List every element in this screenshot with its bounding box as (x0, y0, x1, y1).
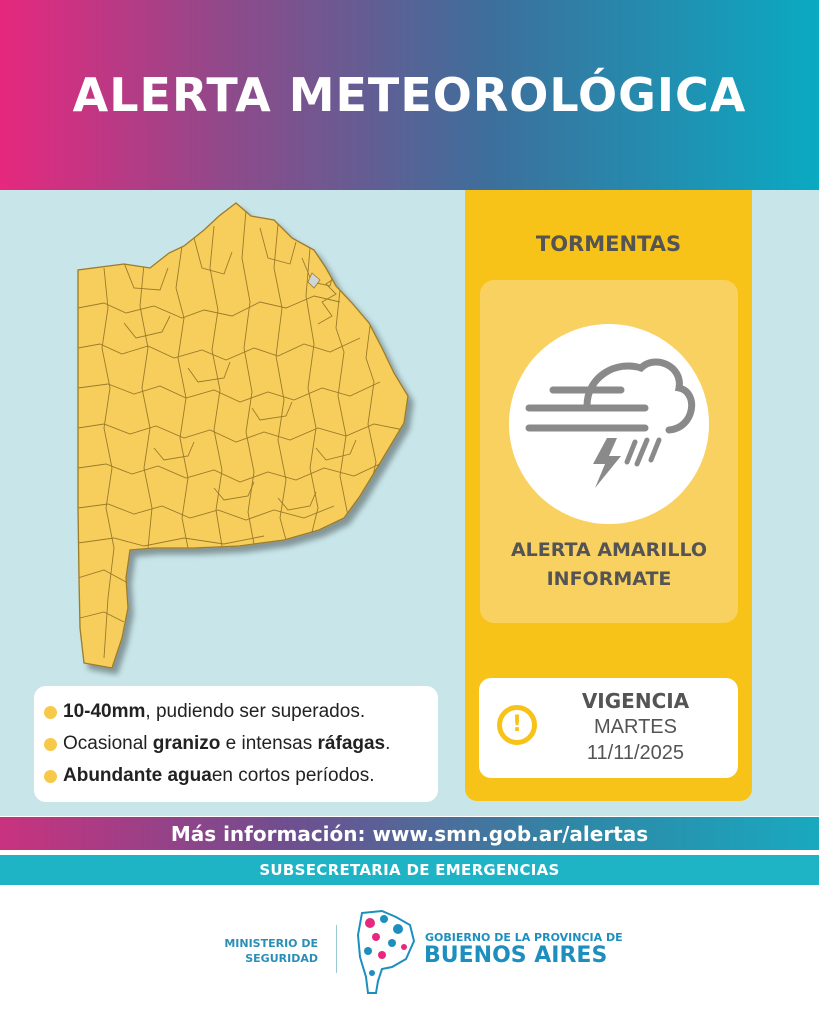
footer (0, 885, 819, 1024)
validity-text: VIGENCIA MARTES 11/11/2025 (581, 689, 690, 764)
government-logo-icon (352, 907, 417, 997)
page-title: ALERTA METEOROLÓGICA (72, 68, 747, 122)
header-banner (0, 0, 819, 190)
storm-cloud-icon (509, 324, 709, 524)
alert-panel (465, 190, 752, 801)
alert-details-box (34, 686, 438, 802)
government-label: GOBIERNO DE LA PROVINCIA DE (425, 931, 623, 944)
more-info-link[interactable]: Más información: www.smn.gob.ar/alertas (170, 821, 649, 846)
province-name: BUENOS AIRES (424, 943, 608, 968)
footer-divider (336, 925, 337, 973)
phenomenon-title: TORMENTAS (535, 232, 682, 256)
alert-card (480, 280, 738, 623)
weather-icon-circle (509, 324, 709, 524)
more-info-bar (0, 817, 819, 850)
bullet-dot-icon (44, 706, 57, 719)
warning-icon: ! (497, 705, 537, 745)
list-item: Abundante agua en cortos períodos. (34, 760, 438, 792)
bullet-dot-icon (44, 738, 57, 751)
ministry-label: MINISTERIO DE SEGURIDAD (224, 937, 318, 965)
subsecretariat-bar: SUBSECRETARIA DE EMERGENCIAS (0, 855, 819, 885)
list-item: 10-40mm , pudiendo ser superados. (34, 696, 438, 728)
bullet-dot-icon (44, 770, 57, 783)
province-map (64, 198, 424, 678)
validity-box (479, 678, 738, 778)
list-item: Ocasional granizo e intensas ráfagas . (34, 728, 438, 760)
alert-level-text: ALERTA AMARILLO INFORMATE (510, 539, 708, 590)
